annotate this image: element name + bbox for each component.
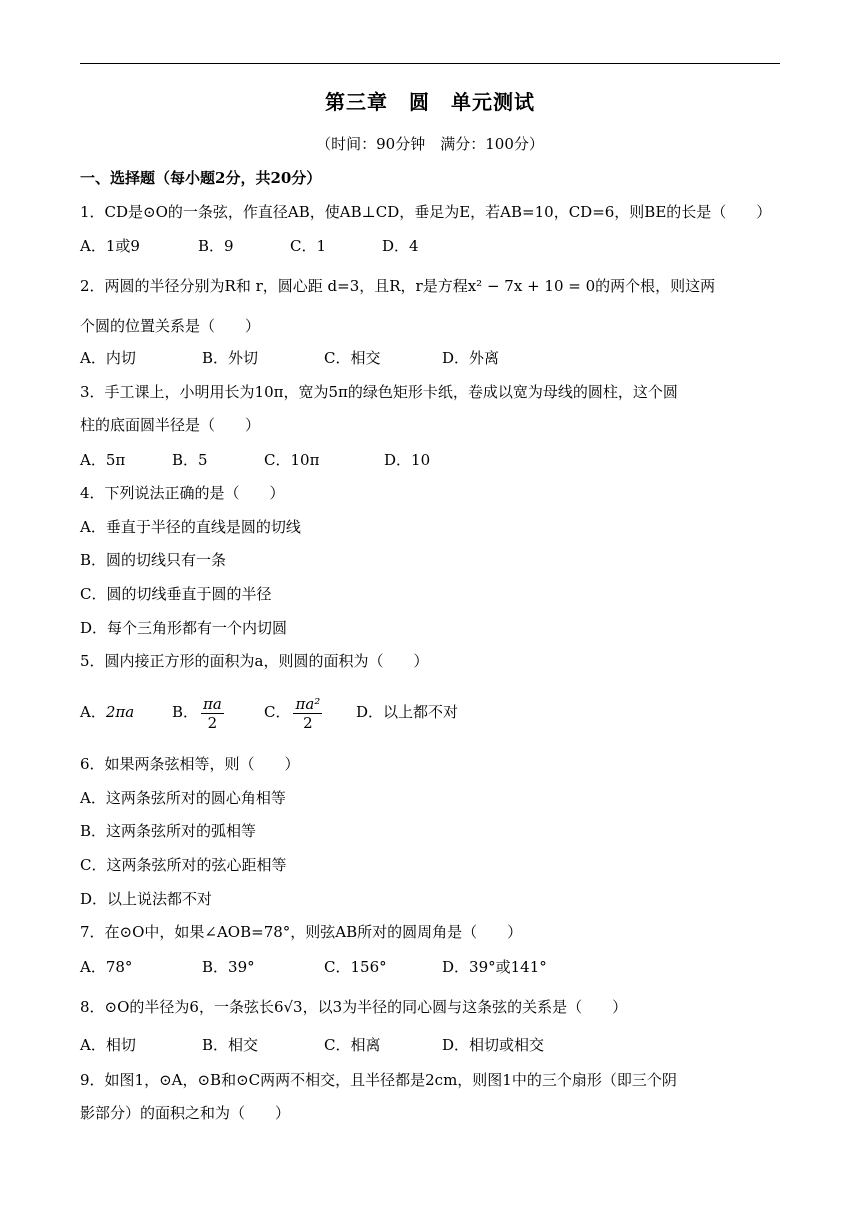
question-9-stem-line1: 9．如图1，⊙A，⊙B和⊙C两两不相交，且半径都是2cm，则图1中的三个扇形（即三个阴 [80,1071,677,1089]
question-4-option-d: D．每个三角形都有一个内切圆 [80,619,288,637]
option: C．相离 [324,1036,381,1054]
option: B．外切 [202,349,259,367]
section-heading: 一、选择题（每小题2分，共20分） [80,169,322,187]
question-4-stem: 4．下列说法正确的是（ ） [80,484,285,502]
option: A．内切 [80,349,136,367]
question-1-stem: 1．CD是⊙O的一条弦，作直径AB，使AB⊥CD，垂足为E，若AB=10，CD=6，则BE的长是（ ） [80,203,772,221]
fraction: $\frac{\pi a}{2}$ [203,694,222,732]
question-9-stem-line2: 影部分）的面积之和为（ ） [80,1104,291,1122]
question-7-options [80,957,547,977]
fraction: $\frac{\text{πa²}}{2}$ [295,694,321,732]
question-5-options [80,692,458,732]
question-2-stem-line2: 个圆的位置关系是（ ） [80,317,261,335]
question-8-stem: 8．⊙O的半径为6，一条弦长6√3，以3为半径的同心圆与这条弦的关系是（ ） [80,998,628,1016]
option: B．相交 [202,1036,259,1054]
question-8-options [80,1035,544,1055]
option: C．10π [264,451,320,469]
option: B．5 [172,451,208,469]
option: D．4 [382,237,419,255]
option: D．外离 [442,349,500,367]
page-title: 第三章 圆 单元测试 [325,90,535,114]
option: A．1或9 [80,237,140,255]
question-6-option-c: C．这两条弦所对的弦心距相等 [80,856,287,874]
question-1-options [80,236,419,256]
question-5-stem: 5．圆内接正方形的面积为a，则圆的面积为（ ） [80,652,429,670]
option-b: B． $\frac{\pi a}{2}$ [172,694,222,732]
option-c: C． $\frac{\text{πa²}}{2}$ [264,694,321,732]
option: A．相切 [80,1036,136,1054]
question-7-stem: 7．在⊙O中，如果∠AOB=78°，则弦AB所对的圆周角是（ ） [80,923,523,941]
question-6-option-b: B．这两条弦所对的弧相等 [80,822,257,840]
option: D．39°或141° [442,958,547,976]
option: A．78° [80,958,133,976]
question-3-stem-line1: 3．手工课上，小明用长为10π，宽为5π的绿色矩形卡纸，卷成以宽为母线的圆柱，这个圆 [80,383,678,401]
option: D．10 [384,451,431,469]
option: B．39° [202,958,255,976]
option: A．5π [80,451,126,469]
option: C．1 [290,237,327,255]
question-3-options [80,450,430,470]
exam-info: （时间：90分钟 满分：100分） [316,135,544,153]
question-3-stem-line2: 柱的底面圆半径是（ ） [80,416,261,434]
question-6-option-d: D．以上说法都不对 [80,890,213,908]
header-rule [80,63,780,64]
option: C．相交 [324,349,381,367]
option: B．9 [198,237,234,255]
question-4-option-c: C．圆的切线垂直于圆的半径 [80,585,272,603]
question-2-stem-line1: 2．两圆的半径分别为R和 r，圆心距 d=3，且R，r是方程x² − 7x + 10 = 0的两个根，则这两 [80,277,716,295]
question-2-options [80,348,499,368]
option: C．156° [324,958,387,976]
option-a: A．2πa [80,703,135,721]
question-4-option-a: A．垂直于半径的直线是圆的切线 [80,518,301,536]
option: D．相切或相交 [442,1036,545,1054]
question-4-option-b: B．圆的切线只有一条 [80,551,227,569]
question-6-option-a: A．这两条弦所对的圆心角相等 [80,789,286,807]
question-6-stem: 6．如果两条弦相等，则（ ） [80,755,300,773]
option-d: D．以上都不对 [356,703,459,721]
